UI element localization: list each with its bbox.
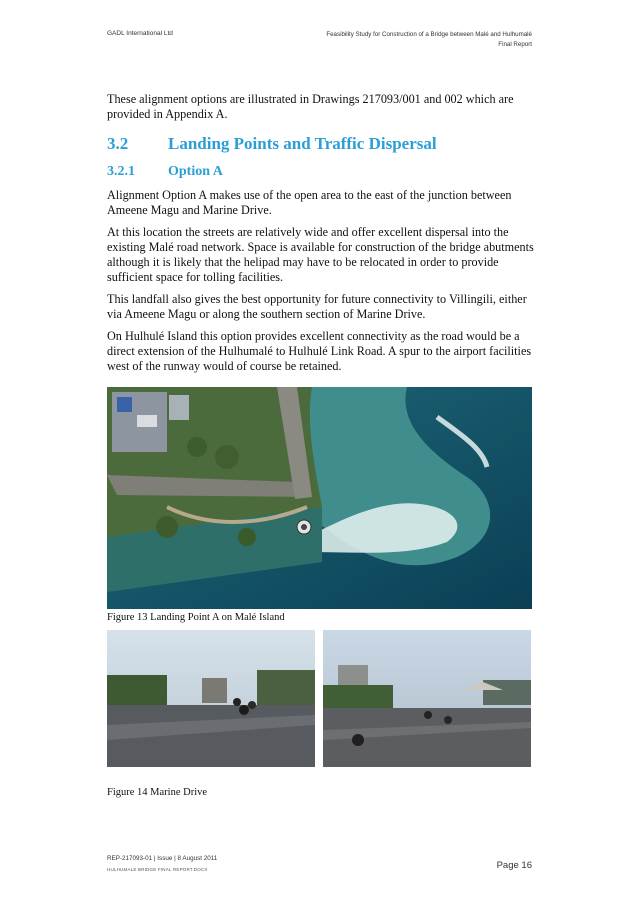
figure-13-aerial-photo [107,387,532,609]
paragraph-3: This landfall also gives the best opportunity for future connectivity to Villingili, either via Ameene Magu or along the southern section of Marine Drive. [107,292,527,321]
header-title-line1: Feasibility Study for Construction of a Bridge between Malé and Hulhumalé [326,31,532,38]
figure-14-photo-right [323,630,531,767]
paragraph-1: Alignment Option A makes use of the open area to the east of the junction between Ameene Magu and Marine Drive. [107,188,512,217]
footer-ref: REP-217093-01 | Issue | 8 August 2011 [107,855,218,862]
subsection-heading [107,164,535,180]
header-company: GADL International Ltd [107,30,173,37]
intro-paragraph: These alignment options are illustrated in Drawings 217093/001 and 002 which are provided in Appendix A. [107,92,514,121]
subsection-title: Option A [168,164,223,179]
header-title-line2: Final Report [498,41,532,48]
paragraph-2: At this location the streets are relatively wide and offer excellent dispersal into the existing Malé road network. Space is available for construction of the bridge abutments although it is likely that the helipad may have to be relocated in order to provide sufficient space for tolling facilities. [107,225,534,284]
section-number: 3.2 [107,134,129,153]
section-heading [107,134,535,154]
page-content [107,92,535,381]
header-doc-title [232,30,532,50]
page-number: Page 16 [496,860,532,871]
paragraph-4: On Hulhulé Island this option provides excellent connectivity as the road would be a direct extension of the Hulhumalé to Hulhulé Link Road. A spur to the airport facilities west of the runway would of course be retained. [107,329,532,373]
section-title: Landing Points and Traffic Dispersal [168,134,437,153]
footer-file: HULHUMALE BRIDGE FINAL REPORT.DOCX [107,867,208,872]
figure-13-caption: Figure 13 Landing Point A on Malé Island [107,612,285,623]
figure-14-caption: Figure 14 Marine Drive [107,787,208,798]
subsection-number: 3.2.1 [107,164,135,179]
figure-14-photo-left [107,630,315,767]
